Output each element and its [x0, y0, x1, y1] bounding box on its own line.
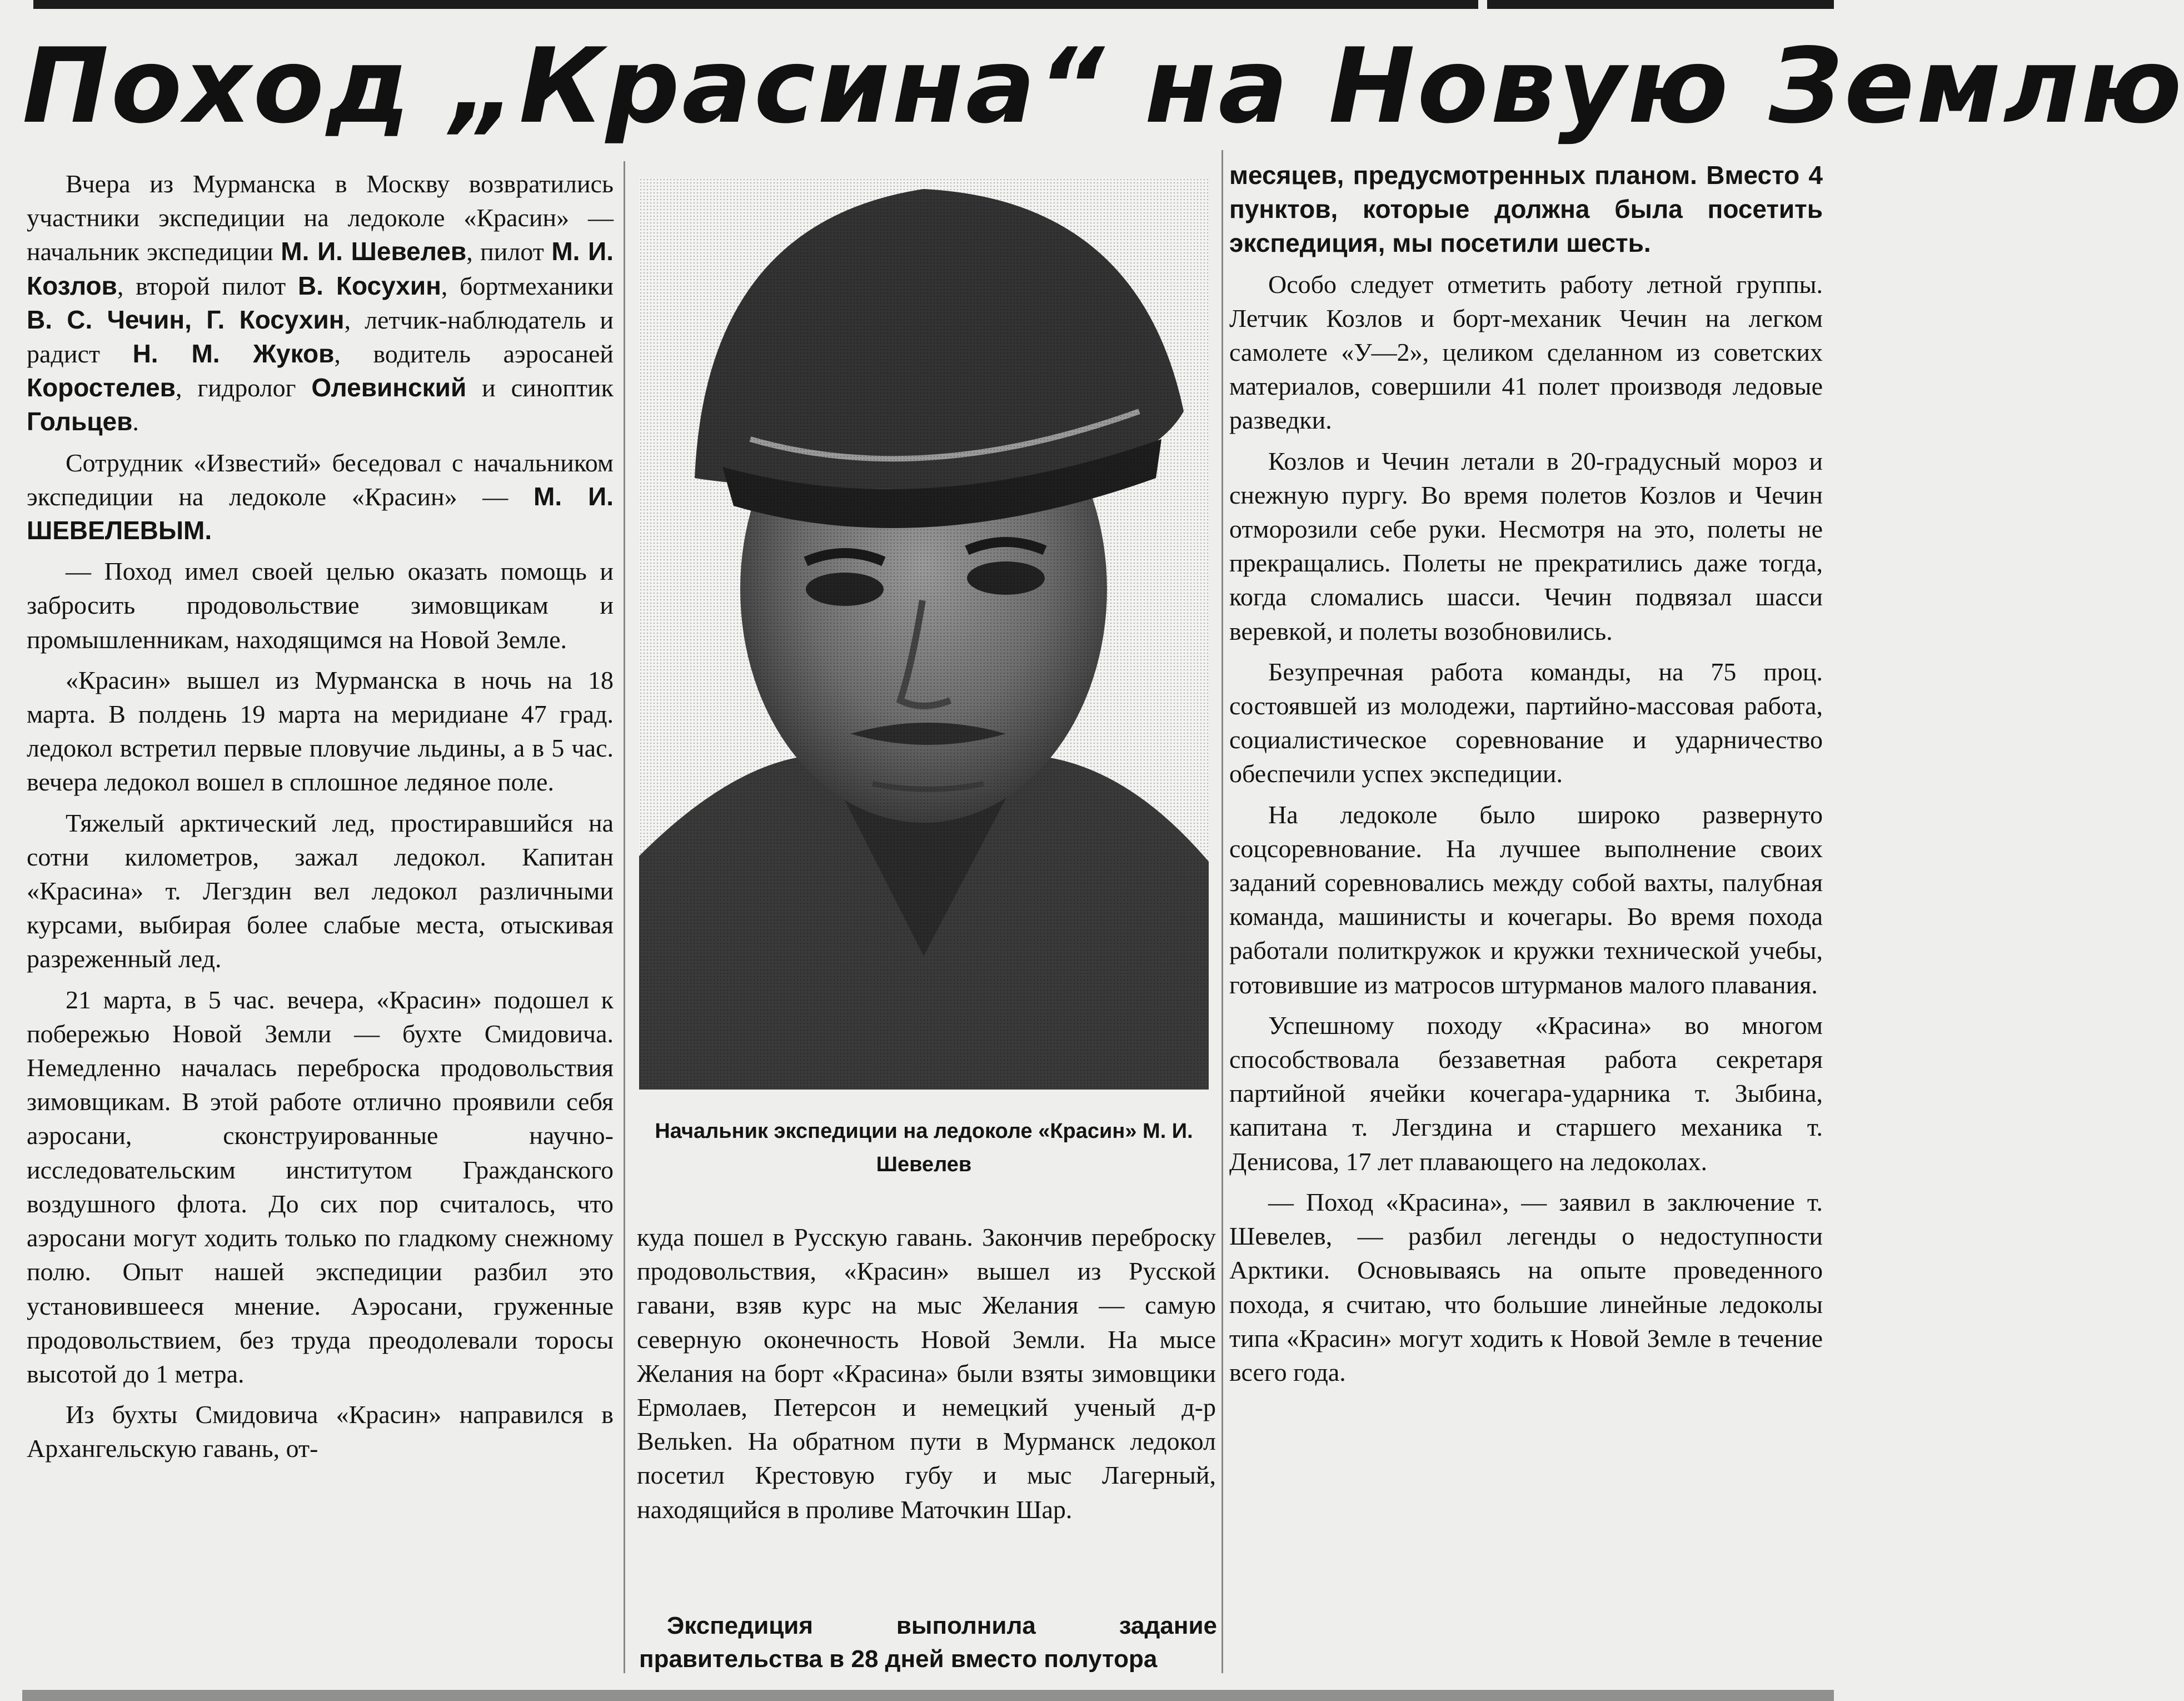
- paragraph: Особо следует отметить работу летной группы. Летчик Козлов и борт-механик Чечин на легком самолете «У—2», целиком сделанном из советских материалов, совершили 41 полет производя ледовые разведки.: [1229, 270, 1823, 435]
- paragraph: Успешному походу «Красина» во многом способствовала беззаветная работа секретаря партийной ячейки кочегара-ударника т. Зыбина, капитана т. Легздина и старшего механика т. Денисова, 17 лет плавающего на ледоколах.: [1229, 1011, 1823, 1176]
- paragraph: «Красин» вышел из Мурманска в ночь на 18 марта. В полдень 19 марта на меридиане 47 град. ледокол встретил первые пловучие льдины, а в 5 час. вечера ледокол вошел в сплошное ледяное поле.: [27, 665, 614, 797]
- photo-caption: Начальник экспедиции на ледоколе «Красин» М. И. Шевелев: [655, 1120, 1193, 1176]
- paragraph: — Поход «Красина», — заявил в заключение т. Шевелев, — разбил легенды о недоступности Арктики. Основываясь на опыте проведенного похода, я считаю, что большие линейные ледоколы типа «Красин» могут ходить к Новой Земле в течение всего года.: [1229, 1187, 1823, 1386]
- paragraph: Вчера из Мурманска в Москву возвратились участники экспедиции на ледоколе «Красин» — начальник экспедиции М. И. Шевелев, пилот М. И. Козлов, второй пилот В. Косухин, бортмеханики В. С. Чечин, Г. Косухин, летчик-наблюдатель и радист Н. М. Жуков, водитель аэросаней Коростелев, гидролог Олевинский и синоптик Гольцев.: [27, 170, 614, 436]
- paragraph: — Поход имел своей целью оказать помощь и забросить продовольствие зимовщикам и промышленникам, находящимся на Новой Земле.: [27, 557, 614, 654]
- paragraph: куда пошел в Русскую гавань. Закончив переброску продовольствия, «Красин» вышел из Русской гавани, взяв курс на мыс Желания — самую северную оконечность Новой Земли. На мысе Желания на борт «Красина» были взяты зимовщики Ермолаев, Петерсон и немецкий ученый д-р Вельken. На обратном пути в Мурманск ледокол посетил Крестовую губу и мыс Лагерный, находящийся в проливе Маточкин Шар.: [637, 1223, 1216, 1524]
- portrait-photo: [639, 178, 1209, 1090]
- column-divider: [1221, 150, 1223, 1673]
- article-column-1: [27, 167, 614, 1662]
- paragraph: Сотрудник «Известий» беседовал с начальником экспедиции на ледоколе «Красин» — М. И. ШЕВЕЛЕВЫМ.: [27, 448, 614, 545]
- paragraph: 21 марта, в 5 час. вечера, «Красин» подошел к побережью Новой Земли — бухте Смидовича. Немедленно началась переброска продовольствия зимовщикам. В этой работе отлично проявили себя аэросани, сконструированные научно-исследовательским институтом Гражданского воздушного флота. До сих пор считалось, что аэросани могут ходить только по гладкому снежному полю. Опыт нашей экспедиции разбил это установившееся мнение. Аэросани, груженные продовольствием, без труда преодолевали торосы высотой до 1 метра.: [27, 985, 614, 1388]
- top-rule: [33, 0, 1834, 9]
- headline: Поход „Красина“ на Новую Землю: [22, 26, 2184, 146]
- paragraph: Безупречная работа команды, на 75 проц. состоявшей из молодежи, партийно-массовая работа, социалистическое соревнование и ударничество обеспечили успех экспедиции.: [1229, 657, 1823, 788]
- paragraph: Тяжелый арктический лед, простиравшийся на сотни километров, зажал ледокол. Капитан «Красина» т. Легздин вел ледокол различными курсами, выбирая более слабые места, отыскивая разреженный лед.: [27, 808, 614, 973]
- paragraph: Из бухты Смидовича «Красин» направился в Архангельскую гавань, от-: [27, 1400, 614, 1463]
- article-column-2: [637, 1220, 1216, 1533]
- paragraph: Козлов и Чечин летали в 20-градусный мороз и снежную пургу. Во время полетов Козлов и Чечин отморозили себе руки. Несмотря на это, полеты не прекращались. Полеты не прекратились даже тогда, когда сломались шасси. Чечин подвязал шасси веревкой, и полеты возобновились.: [1229, 446, 1823, 645]
- subheading: Экспедиция выполнила задание правительства в 28 дней вместо полутора: [639, 1612, 1217, 1673]
- article-column-3: [1229, 158, 1823, 1676]
- paragraph: На ледоколе было широко развернуто соцсоревнование. На лучшее выполнение своих заданий соревновались между собой вахты, палубная команда, машинисты и кочегары. Во время похода работали политкружок и кружки технической учебы, готовившие из матросов штурманов малого плавания.: [1229, 800, 1823, 999]
- column-divider: [624, 161, 625, 1673]
- paragraph: месяцев, предусмотренных планом. Вместо 4 пунктов, которые должна была посетить экспедиция, мы посетили шесть.: [1229, 161, 1823, 258]
- bottom-rule: [22, 1690, 1834, 1701]
